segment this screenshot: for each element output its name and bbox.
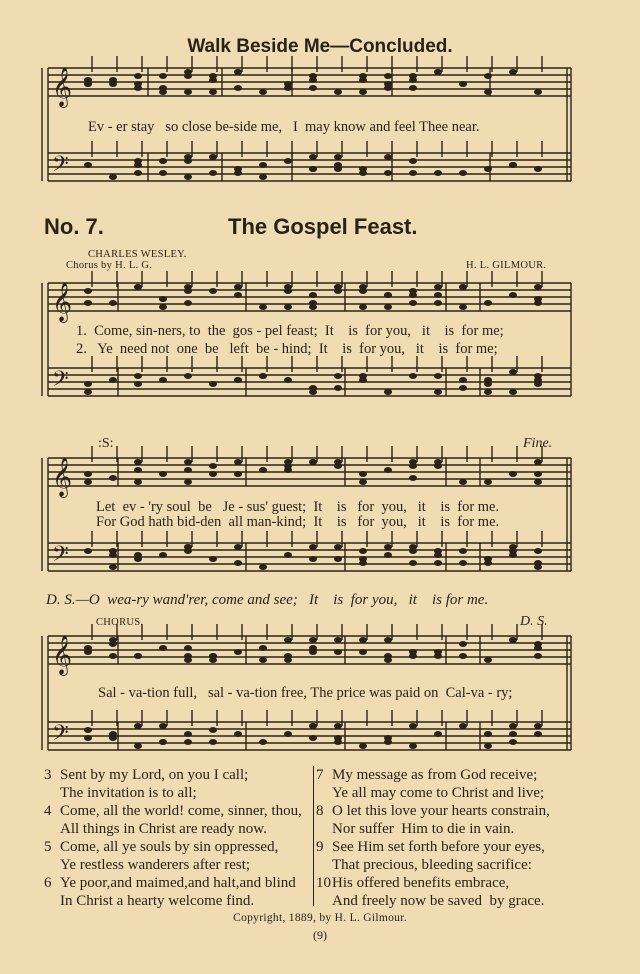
note-head: [509, 471, 517, 477]
copyright: Copyright, 1889, by H. L. Gilmour.: [233, 912, 407, 924]
note-head: [284, 731, 292, 737]
note-head: [409, 548, 417, 554]
note-head: [209, 381, 217, 387]
note-head: [384, 73, 392, 79]
verse-number: 5: [44, 839, 52, 855]
note-head: [234, 471, 242, 477]
note-head: [159, 158, 167, 164]
note-head: [509, 69, 517, 75]
chorus-lyric: Sal - va-tion full, sal - va-tion free, The price was paid on Cal-va - ry;: [98, 685, 513, 701]
bass-clef-icon: 𝄢: [52, 152, 69, 182]
note-head: [209, 89, 217, 95]
note-head: [409, 77, 417, 83]
note-head: [309, 544, 317, 550]
verse-number: 3: [44, 767, 52, 783]
note-head: [459, 385, 467, 391]
note-head: [184, 459, 192, 465]
verse-line: Ye poor,and maimed,and halt,and blind: [60, 875, 296, 891]
note-head: [484, 657, 492, 663]
note-head: [159, 73, 167, 79]
note-head: [484, 389, 492, 395]
verse-number: 4: [44, 803, 52, 819]
note-head: [84, 727, 92, 733]
note-head: [359, 649, 367, 655]
note-head: [134, 85, 142, 91]
note-head: [259, 174, 267, 180]
note-head: [184, 73, 192, 79]
chorus-ds: D. S.: [520, 614, 548, 629]
note-head: [109, 637, 117, 643]
verse-line: All things in Christ are ready now.: [60, 821, 267, 837]
composer: H. L. GILMOUR.: [466, 260, 547, 271]
note-head: [234, 544, 242, 550]
note-head: [309, 85, 317, 91]
note-head: [359, 284, 367, 290]
hymn-number: No. 7.: [44, 214, 104, 239]
note-head: [534, 479, 542, 485]
note-head: [384, 292, 392, 298]
note-head: [409, 649, 417, 655]
note-head: [309, 385, 317, 391]
note-head: [109, 377, 117, 383]
verse-divider: [313, 766, 314, 906]
note-head: [259, 304, 267, 310]
note-head: [484, 73, 492, 79]
note-head: [484, 166, 492, 172]
note-head: [184, 300, 192, 306]
note-head: [434, 731, 442, 737]
note-head: [459, 377, 467, 383]
note-head: [384, 552, 392, 558]
note-head: [209, 727, 217, 733]
note-head: [134, 158, 142, 164]
note-head: [234, 170, 242, 176]
verse-line: His offered benefits embrace,: [332, 875, 510, 891]
note-head: [159, 645, 167, 651]
note-head: [184, 467, 192, 473]
note-head: [459, 81, 467, 87]
verse-number: 7: [316, 767, 324, 783]
note-head: [159, 89, 167, 95]
note-head: [409, 560, 417, 566]
note-head: [309, 723, 317, 729]
bass-clef-icon: 𝄢: [52, 542, 69, 572]
note-head: [409, 300, 417, 306]
note-head: [334, 463, 342, 469]
note-head: [384, 170, 392, 176]
note-head: [334, 735, 342, 741]
note-head: [509, 292, 517, 298]
note-head: [459, 548, 467, 554]
note-head: [84, 162, 92, 168]
note-head: [84, 649, 92, 655]
note-head: [534, 641, 542, 647]
note-head: [334, 556, 342, 562]
note-head: [384, 657, 392, 663]
note-head: [484, 743, 492, 749]
note-head: [159, 170, 167, 176]
note-head: [284, 377, 292, 383]
note-head: [459, 653, 467, 659]
note-head: [359, 304, 367, 310]
chorus-label: CHORUS.: [96, 617, 144, 628]
verse-number: 9: [316, 839, 324, 855]
note-head: [234, 649, 242, 655]
note-head: [409, 288, 417, 294]
note-head: [434, 649, 442, 655]
ds-line: D. S.—O wea-ry wand'rer, come and see; It is for you, it is for me.: [46, 592, 489, 608]
note-head: [134, 552, 142, 558]
verse-number: 8: [316, 803, 324, 819]
note-head: [209, 154, 217, 160]
note-head: [459, 304, 467, 310]
verse-line: My message as from God receive;: [332, 767, 538, 783]
note-head: [284, 288, 292, 294]
note-head: [434, 389, 442, 395]
note-head: [534, 560, 542, 566]
treble-clef-icon: 𝄞: [52, 635, 73, 675]
note-head: [184, 89, 192, 95]
note-head: [284, 552, 292, 558]
note-head: [234, 85, 242, 91]
note-head: [509, 389, 517, 395]
note-head: [109, 653, 117, 659]
verse-line: That precious, bleeding sacrifice:: [332, 857, 532, 873]
note-head: [434, 69, 442, 75]
note-head: [409, 723, 417, 729]
note-head: [284, 304, 292, 310]
note-head: [434, 292, 442, 298]
note-head: [259, 373, 267, 379]
note-head: [309, 556, 317, 562]
verse-line: O let this love your hearts constrain,: [332, 803, 550, 819]
note-head: [534, 300, 542, 306]
note-head: [459, 723, 467, 729]
note-head: [134, 459, 142, 465]
verse-line: Sent by my Lord, on you I call;: [60, 767, 249, 783]
note-head: [84, 389, 92, 395]
note-head: [234, 459, 242, 465]
note-head: [209, 73, 217, 79]
note-head: [259, 89, 267, 95]
verse-number: 10: [316, 875, 331, 891]
note-head: [484, 731, 492, 737]
note-head: [409, 373, 417, 379]
note-head: [309, 166, 317, 172]
note-head: [509, 369, 517, 375]
note-head: [84, 548, 92, 554]
note-head: [184, 739, 192, 745]
note-head: [309, 637, 317, 643]
note-head: [159, 471, 167, 477]
note-head: [184, 373, 192, 379]
note-head: [184, 657, 192, 663]
note-head: [409, 170, 417, 176]
note-head: [134, 381, 142, 387]
note-head: [109, 81, 117, 87]
verse-line: And freely now be saved by grace.: [332, 893, 545, 909]
note-head: [234, 377, 242, 383]
note-head: [434, 300, 442, 306]
note-head: [359, 166, 367, 172]
system2-verse2: For God hath bid-den all man-kind; It is for you, it is for me.: [96, 514, 500, 530]
note-head: [159, 739, 167, 745]
page-number: (9): [313, 928, 327, 942]
note-head: [484, 89, 492, 95]
note-head: [209, 170, 217, 176]
note-head: [409, 85, 417, 91]
note-head: [109, 300, 117, 306]
note-head: [134, 467, 142, 473]
note-head: [459, 170, 467, 176]
note-head: [334, 649, 342, 655]
note-head: [309, 292, 317, 298]
note-head: [509, 739, 517, 745]
note-head: [184, 731, 192, 737]
note-head: [484, 377, 492, 383]
note-head: [209, 463, 217, 469]
note-head: [134, 170, 142, 176]
note-head: [284, 463, 292, 469]
note-head: [259, 162, 267, 168]
note-head: [84, 479, 92, 485]
continued-title: Walk Beside Me—Concluded.: [187, 36, 453, 57]
note-head: [184, 544, 192, 550]
note-head: [234, 284, 242, 290]
note-head: [534, 471, 542, 477]
note-head: [509, 723, 517, 729]
verse-line: Come, all ye souls by sin oppressed,: [60, 839, 279, 855]
verse-line: Ye all may come to Christ and live;: [332, 785, 545, 801]
author-line1: CHARLES WESLEY.: [88, 249, 187, 260]
note-head: [334, 723, 342, 729]
note-head: [434, 459, 442, 465]
note-head: [434, 560, 442, 566]
system1-verse1: 1. Come, sin-ners, to the gos - pel feast; It is for you, it is for me;: [76, 323, 504, 339]
note-head: [359, 471, 367, 477]
note-head: [334, 373, 342, 379]
note-head: [534, 548, 542, 554]
note-head: [84, 735, 92, 741]
note-head: [509, 162, 517, 168]
note-head: [384, 304, 392, 310]
note-head: [534, 459, 542, 465]
note-head: [434, 548, 442, 554]
note-head: [209, 471, 217, 477]
continued-lyric: Ev - er stay so close be-side me, I may know and feel Thee near.: [88, 119, 480, 135]
note-head: [309, 735, 317, 741]
note-head: [484, 300, 492, 306]
note-head: [109, 552, 117, 558]
note-head: [259, 467, 267, 473]
note-head: [534, 381, 542, 387]
note-head: [384, 467, 392, 473]
system1-verse2: 2. Ye need not one be left be - hind; It is for you, it is for me;: [76, 341, 498, 357]
note-head: [84, 77, 92, 83]
note-head: [284, 158, 292, 164]
note-head: [384, 389, 392, 395]
note-head: [159, 377, 167, 383]
hymn-title: The Gospel Feast.: [228, 214, 418, 239]
note-head: [384, 81, 392, 87]
note-head: [334, 154, 342, 160]
note-head: [159, 552, 167, 558]
note-head: [334, 89, 342, 95]
note-head: [84, 300, 92, 306]
note-head: [534, 723, 542, 729]
note-head: [384, 637, 392, 643]
note-head: [409, 463, 417, 469]
note-head: [534, 653, 542, 659]
note-head: [409, 158, 417, 164]
note-head: [134, 284, 142, 290]
note-head: [309, 304, 317, 310]
note-head: [184, 284, 192, 290]
note-head: [334, 284, 342, 290]
note-head: [134, 653, 142, 659]
note-head: [534, 731, 542, 737]
verse-number: 6: [44, 875, 52, 891]
verse-line: Nor suffer Him to die in vain.: [332, 821, 515, 837]
note-head: [484, 479, 492, 485]
note-head: [209, 653, 217, 659]
note-head: [334, 637, 342, 643]
verse-line: The invitation is to all;: [60, 785, 197, 801]
note-head: [359, 479, 367, 485]
note-head: [159, 723, 167, 729]
note-head: [134, 73, 142, 79]
note-head: [459, 560, 467, 566]
note-head: [259, 645, 267, 651]
note-head: [459, 641, 467, 647]
verse-line: Come, all the world! come, sinner, thou,: [60, 803, 302, 819]
note-head: [109, 174, 117, 180]
note-head: [534, 89, 542, 95]
note-head: [234, 69, 242, 75]
note-head: [434, 284, 442, 290]
note-head: [384, 154, 392, 160]
note-head: [134, 743, 142, 749]
bass-clef-icon: 𝄢: [52, 721, 69, 751]
note-head: [359, 548, 367, 554]
note-head: [159, 304, 167, 310]
note-head: [234, 731, 242, 737]
note-head: [359, 637, 367, 643]
note-head: [184, 645, 192, 651]
note-head: [109, 564, 117, 570]
note-head: [334, 385, 342, 391]
note-head: [284, 637, 292, 643]
verse-line: Ye restless wanderers after rest;: [60, 857, 251, 873]
author-line2: Chorus by H. L. G.: [66, 260, 153, 271]
note-head: [109, 735, 117, 741]
note-head: [359, 373, 367, 379]
note-head: [259, 564, 267, 570]
note-head: [309, 649, 317, 655]
note-head: [509, 637, 517, 643]
segno: :S:: [98, 436, 114, 451]
treble-clef-icon: 𝄞: [52, 282, 73, 322]
note-head: [134, 723, 142, 729]
note-head: [534, 166, 542, 172]
note-head: [409, 743, 417, 749]
verse-line: In Christ a hearty welcome find.: [60, 893, 255, 909]
note-head: [259, 739, 267, 745]
note-head: [509, 731, 517, 737]
note-head: [509, 552, 517, 558]
note-head: [284, 81, 292, 87]
verse-line: See Him set forth before your eyes,: [332, 839, 545, 855]
note-head: [434, 373, 442, 379]
note-head: [434, 170, 442, 176]
note-head: [309, 459, 317, 465]
system2-verse1: Let ev - 'ry soul be Je - sus' guest; It is for you, it is for me.: [96, 499, 500, 515]
note-head: [359, 743, 367, 749]
note-head: [134, 373, 142, 379]
note-head: [384, 739, 392, 745]
note-head: [259, 657, 267, 663]
note-head: [209, 739, 217, 745]
note-head: [334, 544, 342, 550]
bass-clef-icon: 𝄢: [52, 367, 69, 397]
note-head: [359, 77, 367, 83]
note-head: [309, 77, 317, 83]
note-head: [334, 166, 342, 172]
note-head: [234, 560, 242, 566]
note-head: [184, 174, 192, 180]
note-head: [184, 479, 192, 485]
note-head: [209, 288, 217, 294]
note-head: [384, 544, 392, 550]
note-head: [109, 475, 117, 481]
note-head: [459, 479, 467, 485]
note-head: [84, 288, 92, 294]
note-head: [459, 284, 467, 290]
note-head: [409, 475, 417, 481]
note-head: [359, 89, 367, 95]
note-head: [84, 471, 92, 477]
note-head: [284, 653, 292, 659]
note-head: [184, 154, 192, 160]
fine-mark: Fine.: [523, 436, 553, 451]
note-head: [209, 556, 217, 562]
note-head: [234, 292, 242, 298]
note-head: [309, 154, 317, 160]
note-head: [159, 296, 167, 302]
note-head: [484, 560, 492, 566]
note-head: [359, 556, 367, 562]
treble-clef-icon: 𝄞: [52, 457, 73, 497]
note-head: [84, 381, 92, 387]
treble-clef-icon: 𝄞: [52, 67, 73, 107]
note-head: [134, 479, 142, 485]
note-head: [534, 373, 542, 379]
note-head: [534, 284, 542, 290]
